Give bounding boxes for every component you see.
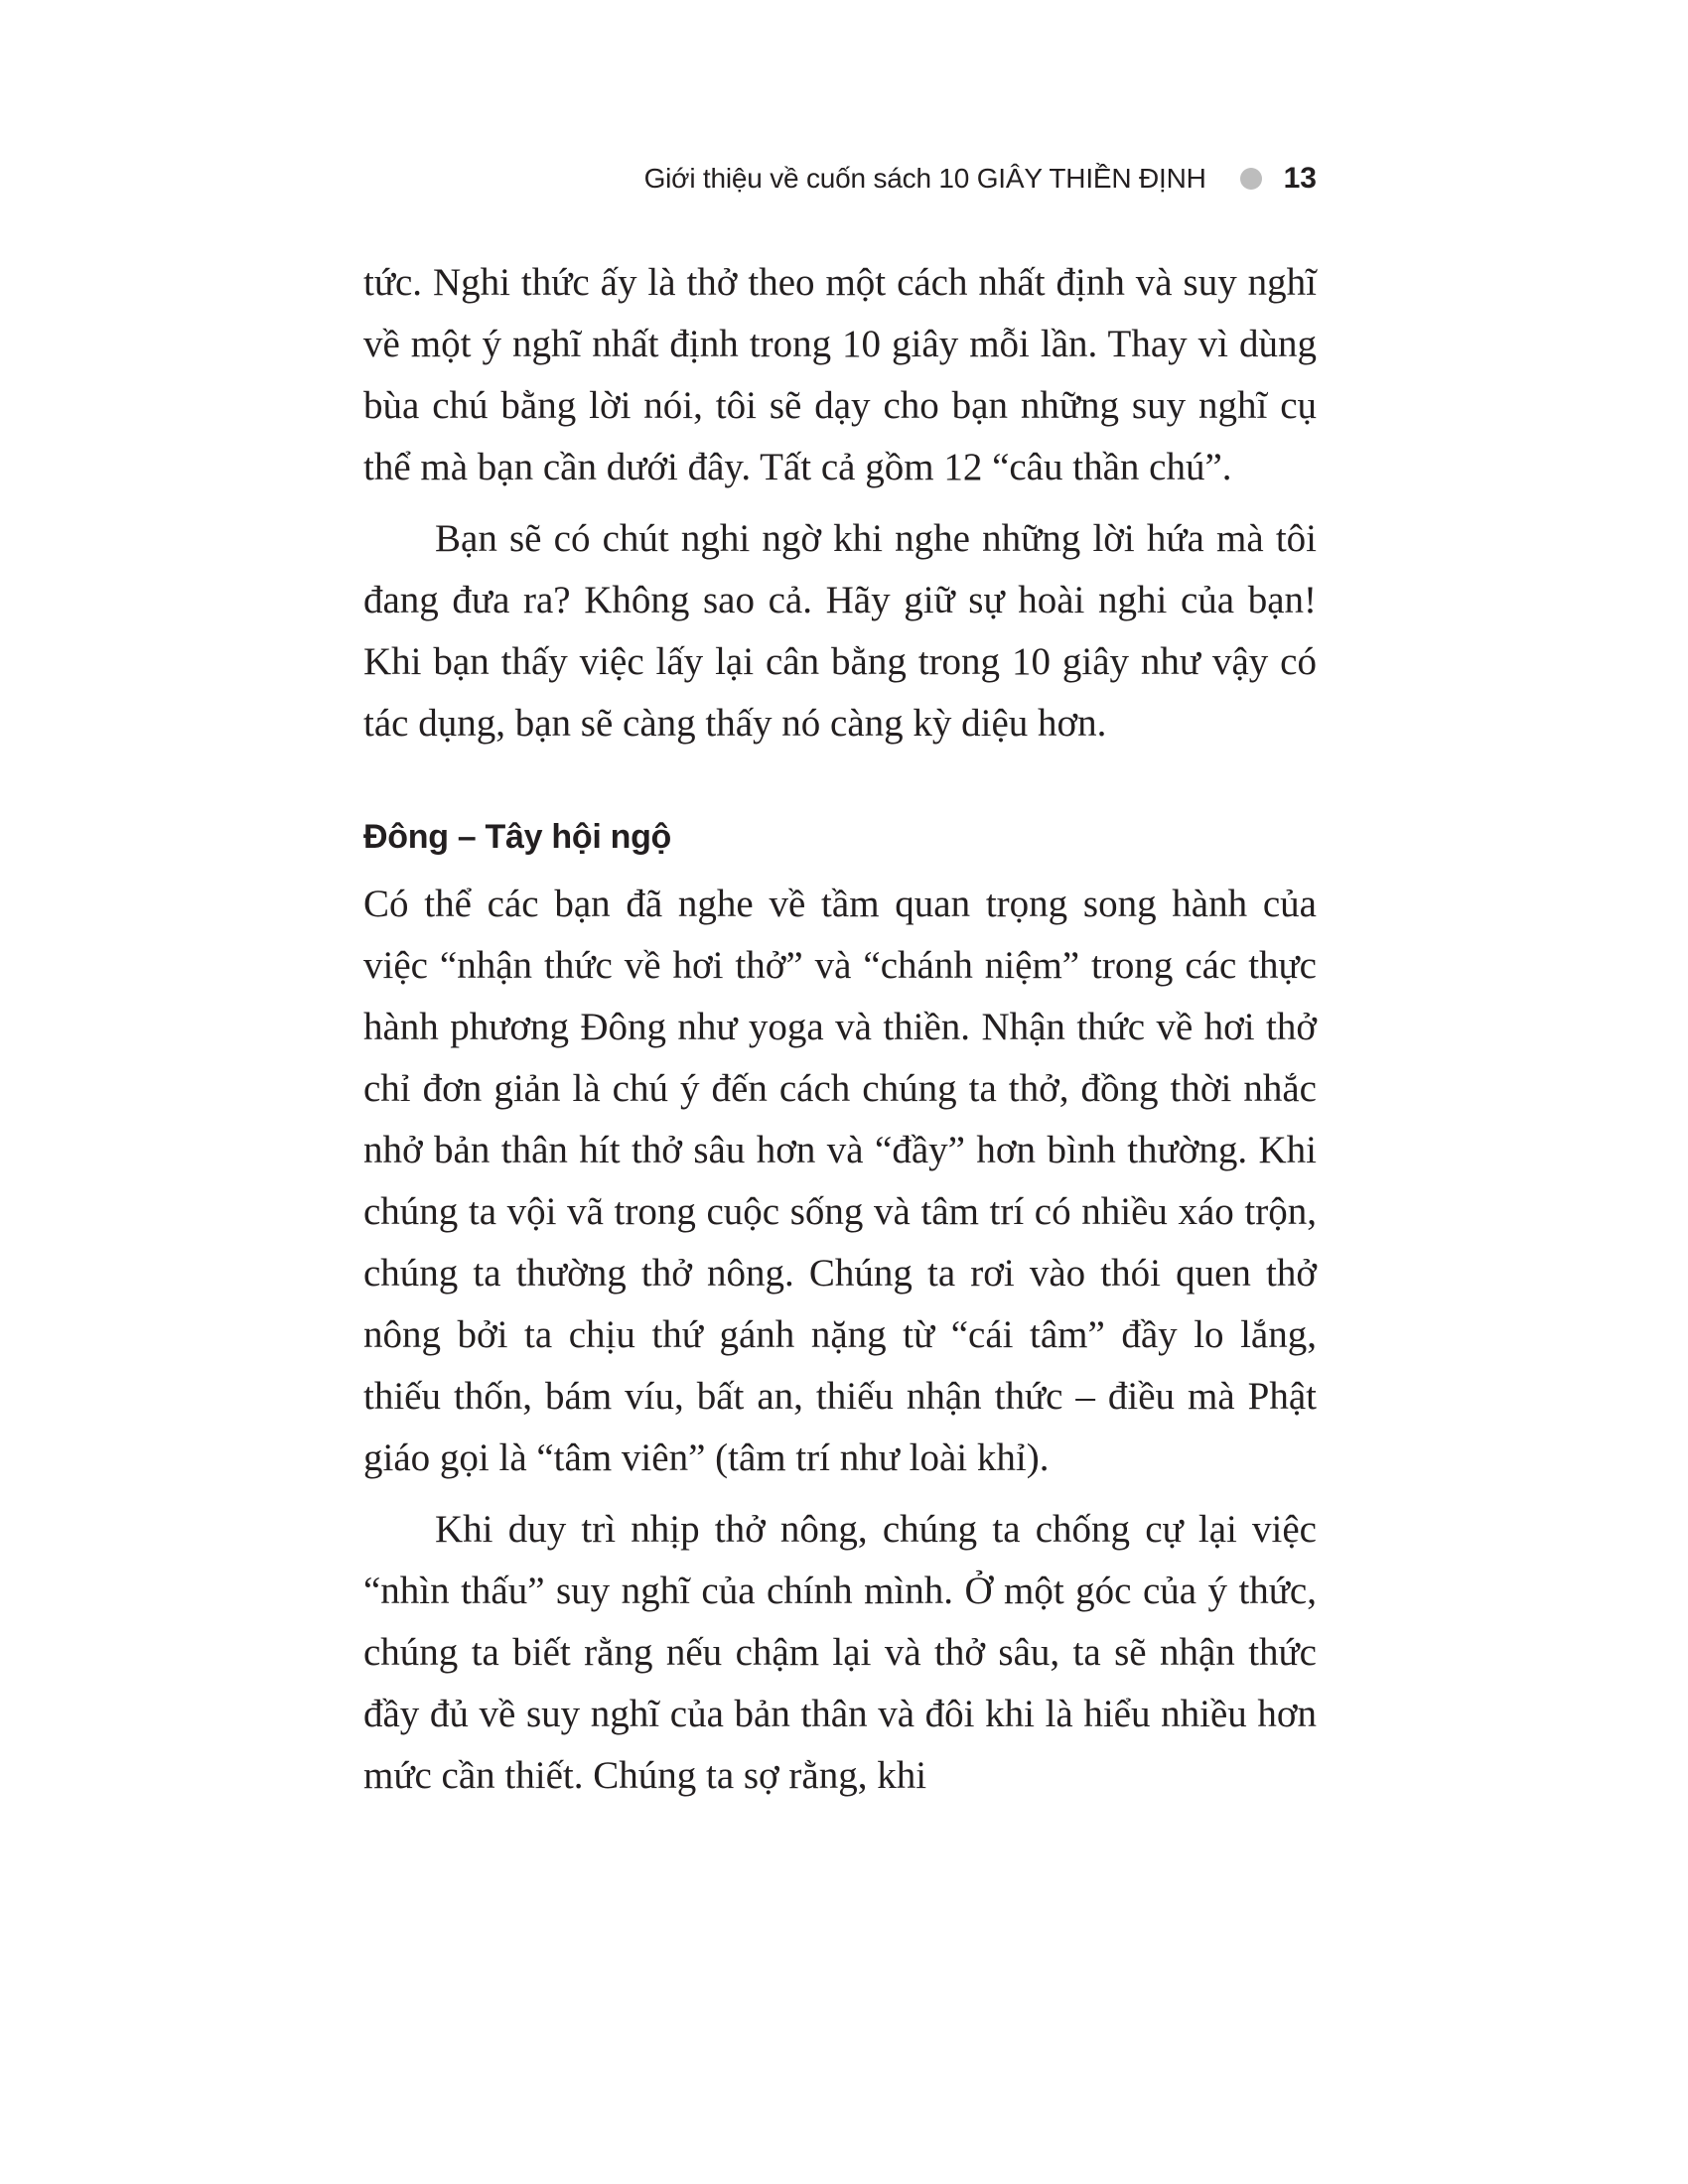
paragraph-2: Bạn sẽ có chút nghi ngờ khi nghe những lời hứa mà tôi đang đưa ra? Không sao cả. Hãy giữ sự hoài nghi của bạn! Khi bạn thấy việc lấy lại cân bằng trong 10 giây như vậy có tác dụng, bạn sẽ càng thấy nó càng kỳ diệu hơn. [363,517,1317,745]
paragraph-4: Khi duy trì nhịp thở nông, chúng ta chống cự lại việc “nhìn thấu” suy nghĩ của chính mình. Ở một góc của ý thức, chúng ta biết rằng nếu chậm lại và thở sâu, ta sẽ nhận thức đầy đủ về suy nghĩ của bản thân và đôi khi là hiểu nhiều hơn mức cần thiết. Chúng ta sợ rằng, khi [363,1508,1317,1797]
chapter-title: Giới thiệu về cuốn sách 10 GIÂY THIỀN ĐỊNH [643,163,1206,194]
page-body [363,252,1317,1817]
page-number: 13 [1283,162,1317,195]
section-heading: Đông – Tây hội ngộ [363,818,672,856]
paragraph-1: tức. Nghi thức ấy là thở theo một cách nhất định và suy nghĩ về một ý nghĩ nhất định trong 10 giây mỗi lần. Thay vì dùng bùa chú bằng lời nói, tôi sẽ dạy cho bạn những suy nghĩ cụ thể mà bạn cần dưới đây. Tất cả gồm 12 “câu thần chú”. [363,261,1317,488]
paragraph-3: Có thể các bạn đã nghe về tầm quan trọng song hành của việc “nhận thức về hơi thở” và “chánh niệm” trong các thực hành phương Đông như yoga và thiền. Nhận thức về hơi thở chỉ đơn giản là chú ý đến cách chúng ta thở, đồng thời nhắc nhở bản thân hít thở sâu hơn và “đầy” hơn bình thường. Khi chúng ta vội vã trong cuộc sống và tâm trí có nhiều xáo trộn, chúng ta thường thở nông. Chúng ta rơi vào thói quen thở nông bởi ta chịu thứ gánh nặng từ “cái tâm” đầy lo lắng, thiếu thốn, bám víu, bất an, thiếu nhận thức – điều mà Phật giáo gọi là “tâm viên” (tâm trí như loài khỉ). [363,883,1317,1479]
running-header [644,159,1317,199]
header-dot-icon [1240,168,1262,190]
